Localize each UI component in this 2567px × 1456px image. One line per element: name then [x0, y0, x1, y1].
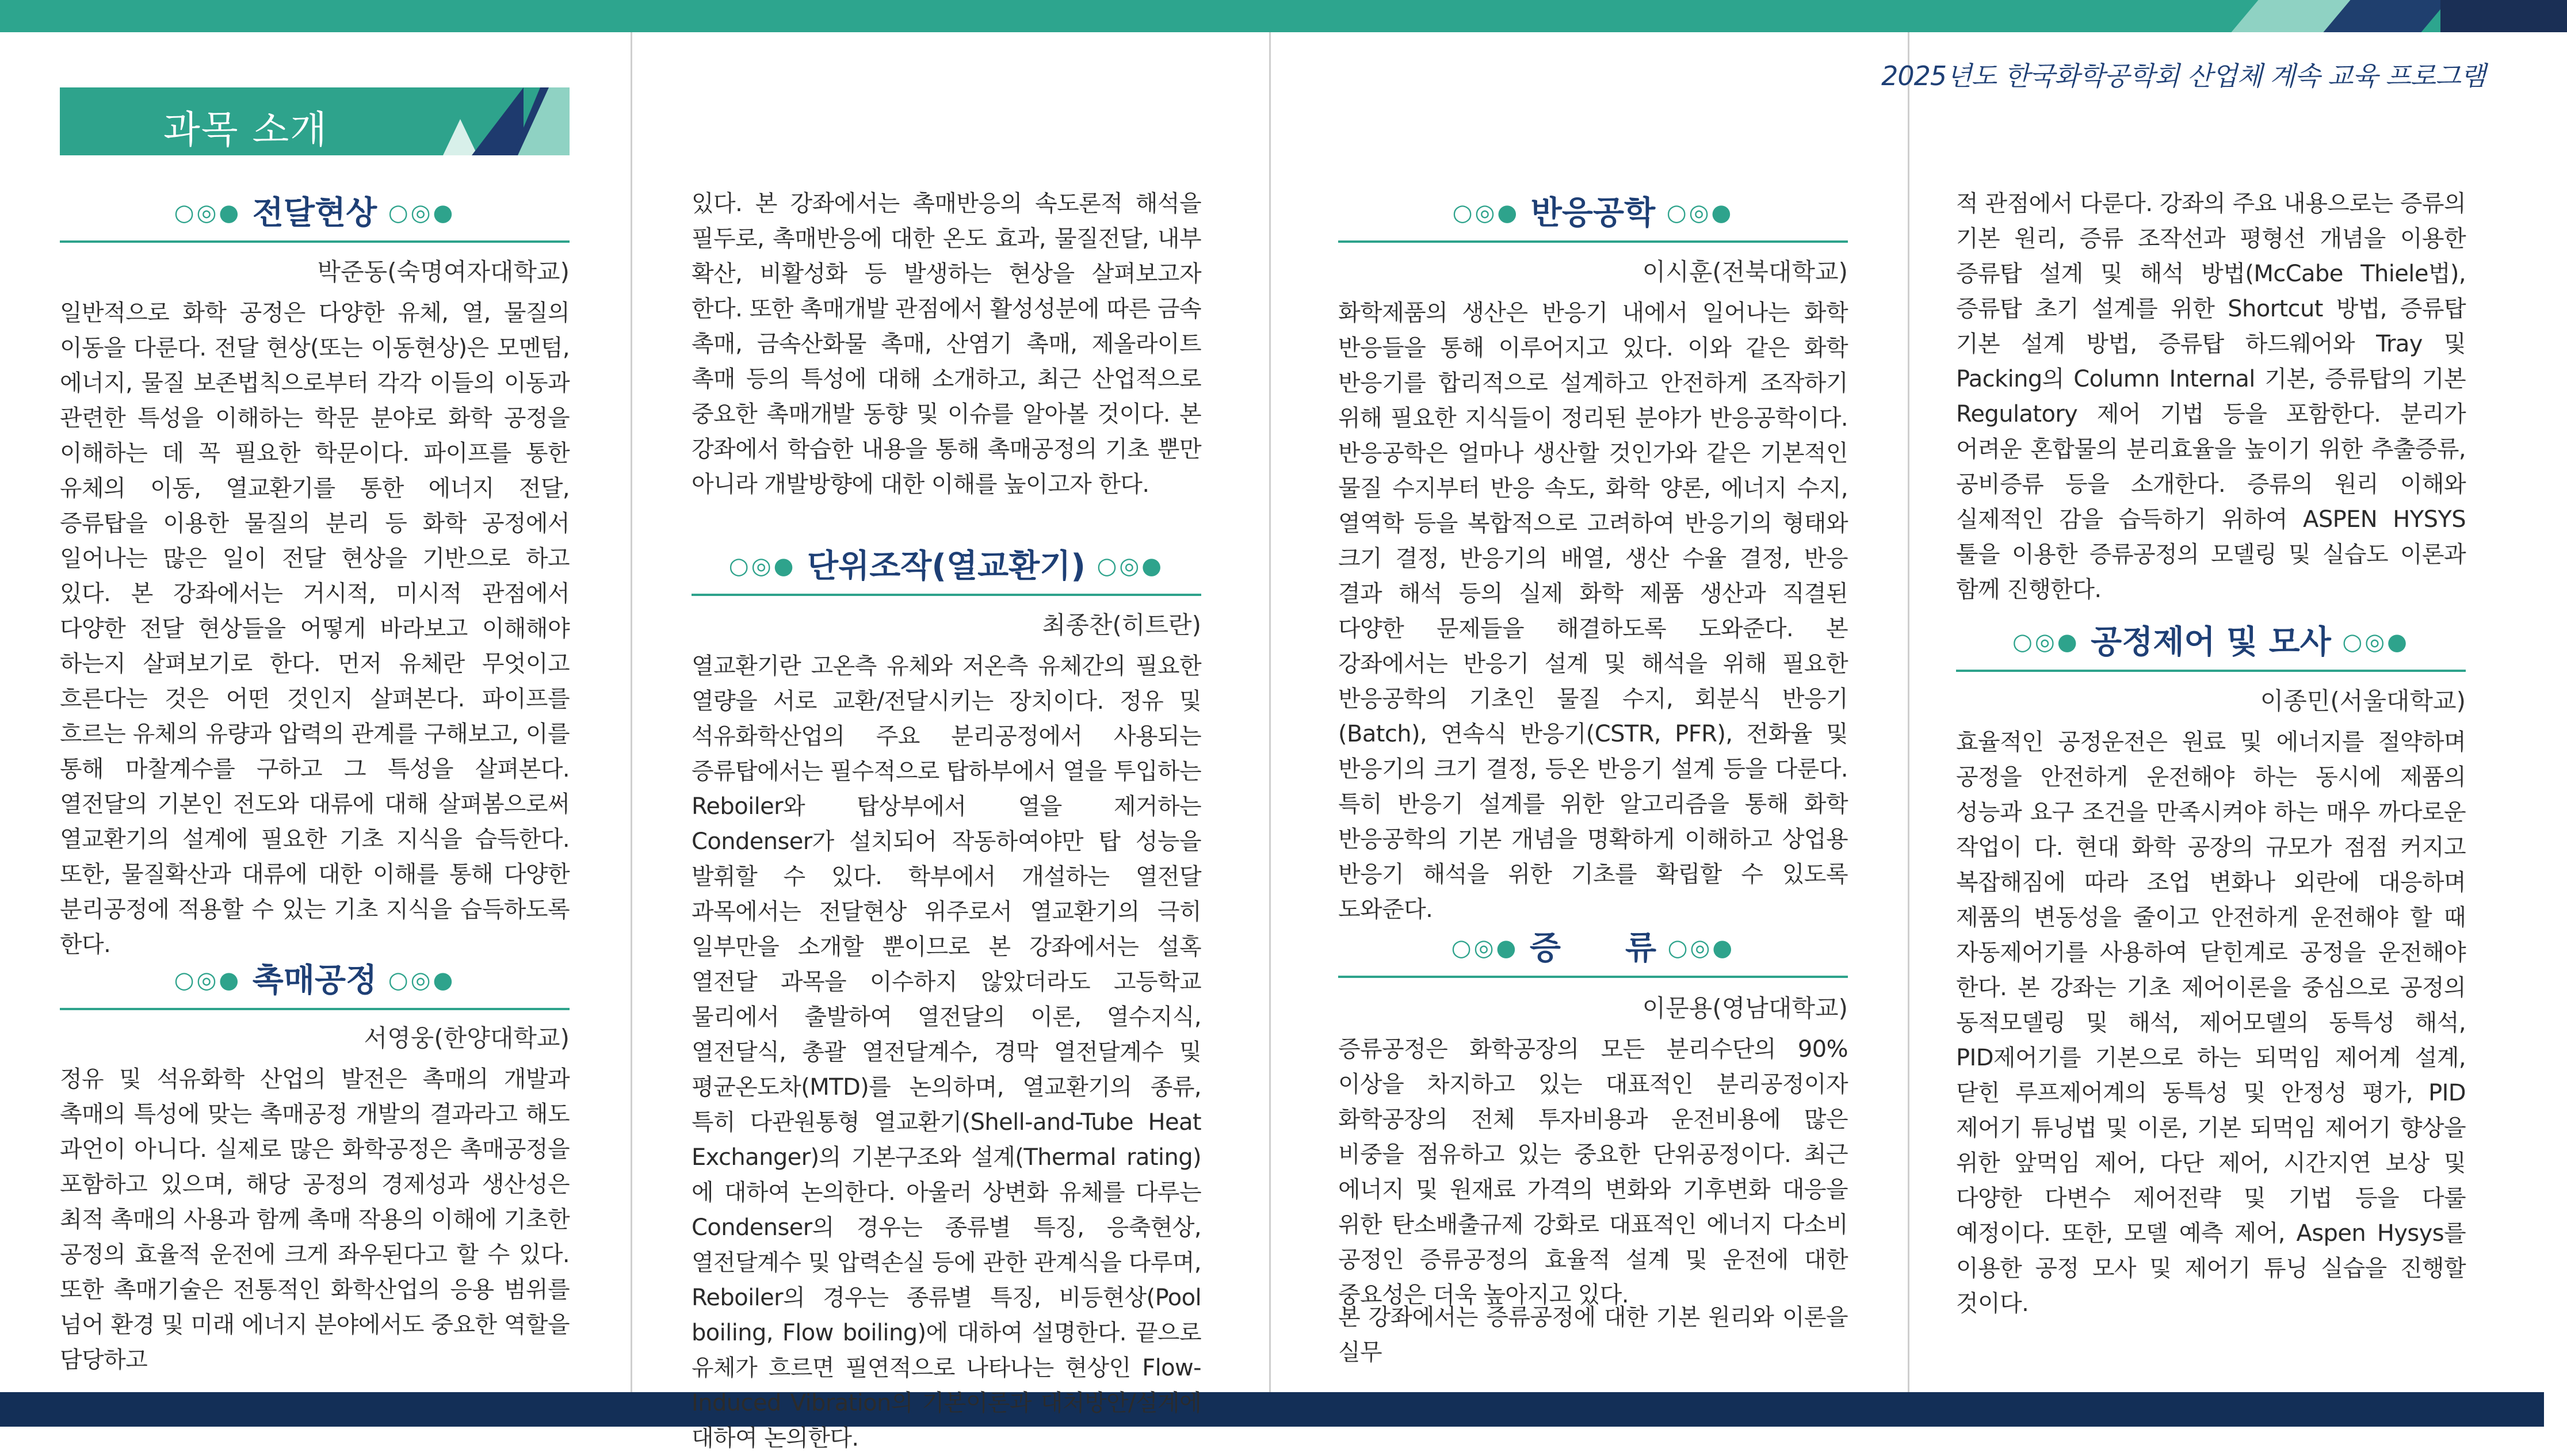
section-body: 증류공정은 화학공장의 모든 분리수단의 90% 이상을 차지하고 있는 대표적인 분리공정이자 화학공장의 전체 투자비용과 운전비용에 많은 비중을 점유하고 있는 중요한 단위공정이다. 최근 에너지 및 원재료 가격의 변화와 기후변화 대응을 위한 탄소배출규제 강화로 대표적인 에너지 다소비 공정인 증류공정의 효율적 설계 및 운전에 대한 중요성은 더욱 높아지고 있다. [1338, 1036, 1848, 1308]
section-rule [60, 1008, 570, 1010]
section-heading: 촉매공정 [252, 962, 377, 999]
section-title-transport [60, 190, 570, 247]
section-body: 본 강좌에서는 증류공정에 대한 기본 원리와 이론을 실무 [1338, 1304, 1848, 1366]
section-heading: 증 류 [1529, 930, 1657, 967]
circle-decoration: ○◎● [388, 967, 456, 993]
section-rule [1338, 240, 1848, 243]
section-rule [692, 594, 1201, 596]
section-title-control [1956, 619, 2466, 677]
program-title: 2025년도 한국화학공학회 산업체 계속 교육 프로그램 [1881, 60, 2485, 91]
banner-decoration [472, 87, 524, 155]
section-title-heat-exchanger [692, 543, 1201, 601]
section-title-reaction [1338, 190, 1848, 247]
circle-decoration: ○◎● [388, 200, 456, 226]
circle-decoration: ○◎● [2342, 629, 2410, 655]
section-title-catalysis [60, 957, 570, 1015]
circle-decoration: ○◎● [2012, 629, 2080, 655]
author-name: 박준동(숙명여자대학교) [317, 258, 570, 286]
bottom-color-bar [0, 1392, 2544, 1427]
top-corner-decoration [2222, 0, 2544, 32]
section-heading: 단위조작(열교환기) [807, 548, 1086, 585]
section-body-continued: 있다. 본 강좌에서는 촉매반응의 속도론적 해석을 필두로, 촉매반응에 대한 온도 효과, 물질전달, 내부 확산, 비활성화 등 발생하는 현상을 살펴보고자 한다. 또한 촉매개발 관점에서 활성성분에 따른 금속 촉매, 금속산화물 촉매, 산염기 촉매, 제올라이트 촉매 등의 특성에 대해 소개하고, 최근 산업적으로 중요한 촉매개발 동향 및 이슈를 알아볼 것이다. 본 강좌에서 학습한 내용을 통해 촉매공정의 기초 뿐만 아니라 개발방향에 대한 이해를 높이고자 한다. [692, 190, 1201, 498]
author-name: 이문용(영남대학교) [1642, 994, 1848, 1022]
top-color-bar [0, 0, 2544, 32]
circle-decoration: ○◎● [174, 200, 242, 226]
section-body-continued: 적 관점에서 다룬다. 강좌의 주요 내용으로는 증류의 기본 원리, 증류 조작선과 평형선 개념을 이용한 증류탑 설계 및 해석 방법(McCabe Thiele법), 증류탑 초기 설계를 위한 Shortcut 방법, 증류탑 기본 설계 방법, 증류탑 하드웨어와 Tray 및 Packing의 Column Internal 기본, 증류탑의 기본 Regulatory 제어 기법 등을 포함한다. 분리가 어려운 혼합물의 분리효율을 높이기 위한 추출증류, 공비증류 등을 소개한다. 증류의 원리 이해와 실제적인 감을 습득하기 위하여 ASPEN HYSYS 툴을 이용한 증류공정의 모델링 및 실습도 이론과 함께 진행한다. [1956, 190, 2466, 603]
section-body: 열교환기란 고온측 유체와 저온측 유체간의 필요한 열량을 서로 교환/전달시키는 장치이다. 정유 및 석유화학산업의 주요 분리공정에서 사용되는 증류탑에서는 필수적으로 탑하부에서 열을 투입하는 Reboiler와 탑상부에서 열을 제거하는 Condenser가 설치되어 작동하여야만 탑 성능을 발휘할 수 있다. 학부에서 개설하는 열전달 과목에서는 전달현상 위주로서 열교환기의 극히 일부만을 소개할 뿐이므로 본 강좌에서는 설혹 열전달 과목을 이수하지 않았더라도 고등학교 물리에서 출발하여 열전달의 이론, 열수지식, 열전달식, 총괄 열전달계수, 경막 열전달계수 및 평균온도차(MTD)를 논의하며, 열교환기의 종류, 특히 다관원통형 열교환기(Shell-and-Tube Heat Exchanger)의 기본구조와 설계(Thermal rating)에 대하여 논의한다. 아울러 상변화 유체를 다루는 Condenser의 경우는 종류별 특징, 응축현상, 열전달계수 및 압력손실 등에 관한 관계식을 다루며, Reboiler의 경우는 종류별 특징, 비등현상(Pool boiling, Flow boiling)에 대하여 설명한다. 끝으로 유체가 흐르면 필연적으로 나타나는 현상인 Flow-Induced Vibration의 기본이론과 대처방안/설계에 대하여 논의한다. [692, 653, 1201, 1451]
circle-decoration: ○◎● [1667, 935, 1735, 961]
circle-decoration: ○◎● [1097, 553, 1164, 579]
section-heading: 공정제어 및 모사 [2091, 624, 2331, 661]
circle-decoration: ○◎● [1452, 200, 1520, 226]
section-body: 효율적인 공정운전은 원료 및 에너지를 절약하며 공정을 안전하게 운전해야 하는 동시에 제품의 성능과 요구 조건을 만족시켜야 하는 매우 까다로운 작업이 다. 현대 화학 공장의 규모가 점점 커지고 복잡해짐에 따라 조업 변화나 외란에 대응하며 제품의 변동성을 줄이고 안전하게 운전해야 할 때 자동제어기를 사용하여 닫힌계로 공정을 운전해야 한다. 본 강좌는 기초 제어이론을 중심으로 공정의 동적모델링 및 해석, 제어모델의 동특성 해석, PID제어기를 기본으로 하는 되먹임 제어계 설계, 닫힌 루프제어계의 동특성 및 안정성 평가, PID 제어기 튜닝법 및 이론, 기본 되먹임 제어기 향상을 위한 앞먹임 제어, 다단 제어, 시간지연 보상 및 다양한 다변수 제어전략 및 기법 등을 다룰 예정이다. 또한, 모델 예측 제어, Aspen Hysys를 이용한 공정 모사 및 제어기 튜닝 실습을 진행할 것이다. [1956, 729, 2466, 1317]
circle-decoration: ○◎● [1451, 935, 1519, 961]
circle-decoration: ○◎● [728, 553, 796, 579]
author-name: 최종찬(히트란) [1042, 611, 1201, 639]
author-name: 이종민(서울대학교) [2260, 687, 2466, 715]
section-title-distillation [1338, 925, 1848, 983]
column-divider [1269, 32, 1271, 1392]
author-name: 서영웅(한양대학교) [364, 1024, 570, 1052]
column-divider [1908, 32, 1909, 1392]
section-heading: 반응공학 [1530, 194, 1656, 232]
intro-banner [60, 87, 570, 155]
intro-banner-label: 과목 소개 [163, 108, 328, 152]
circle-decoration: ○◎● [174, 967, 242, 993]
section-body: 일반적으로 화학 공정은 다양한 유체, 열, 물질의 이동을 다룬다. 전달 현상(또는 이동현상)은 모멘텀, 에너지, 물질 보존법칙으로부터 각각 이들의 이동과 관련한 특성을 이해하는 학문 분야로 화학 공정을 이해하는 데 꼭 필요한 학문이다. 파이프를 통한 유체의 이동, 열교환기를 통한 에너지 전달, 증류탑을 이용한 물질의 분리 등 화학 공정에서 일어나는 많은 일이 전달 현상을 기반으로 하고 있다. 본 강좌에서는 거시적, 미시적 관점에서 다양한 전달 현상들을 어떻게 바라보고 이해해야 하는지 살펴보기로 한다. 먼저 유체란 무엇이고 흐른다는 것은 어떤 것인지 살펴본다. 파이프를 흐르는 유체의 유량과 압력의 관계를 구해보고, 이를 통해 마찰계수를 구하고 그 특성을 살펴본다. 열전달의 기본인 전도와 대류에 대해 살펴봄으로써 열교환기의 설계에 필요한 기초 지식을 습득한다. 또한, 물질확산과 대류에 대한 이해를 통해 다양한 분리공정에 적용할 수 있는 기초 지식을 습득하도록 한다. [60, 300, 570, 958]
section-body: 화학제품의 생산은 반응기 내에서 일어나는 화학 반응들을 통해 이루어지고 있다. 이와 같은 화학 반응기를 합리적으로 설계하고 안전하게 조작하기 위해 필요한 지식들이 정리된 분야가 반응공학이다. 반응공학은 얼마나 생산할 것인가와 같은 기본적인 물질 수지부터 반응 속도, 화학 양론, 에너지 수지, 열역학 등을 복합적으로 고려하여 반응기의 형태와 크기 결정, 반응기의 배열, 생산 수율 결정, 반응 결과 해석 등의 실제 화학 제품 생산과 직결된 다양한 문제들을 해결하도록 도와준다. 본 강좌에서는 반응기 설계 및 해석을 위해 필요한 반응공학의 기초인 물질 수지, 회분식 반응기(Batch), 연속식 반응기(CSTR, PFR), 전화율 및 반응기의 크기 결정, 등온 반응기 설계 등을 다룬다. 특히 반응기 설계를 위한 알고리즘을 통해 화학 반응공학의 기본 개념을 명확하게 이해하고 상업용 반응기 해석을 위한 기초를 확립할 수 있도록 도와준다. [1338, 300, 1848, 923]
author-name: 이시훈(전북대학교) [1642, 258, 1848, 286]
section-rule [1338, 976, 1848, 978]
circle-decoration: ○◎● [1666, 200, 1734, 226]
section-rule [1956, 670, 2466, 672]
section-body: 정유 및 석유화학 산업의 발전은 촉매의 개발과 촉매의 특성에 맞는 촉매공정 개발의 결과라고 해도 과언이 아니다. 실제로 많은 화학공정은 촉매공정을 포함하고 있으며, 해당 공정의 경제성과 생산성은 최적 촉매의 사용과 함께 촉매 작용의 이해에 기초한 공정의 효율적 운전에 크게 좌우된다고 할 수 있다. 또한 촉매기술은 전통적인 화학산업의 응용 범위를 넘어 환경 및 미래 에너지 분야에서도 중요한 역할을 담당하고 [60, 1066, 570, 1373]
column-divider [631, 32, 632, 1392]
section-rule [60, 240, 570, 243]
section-heading: 전달현상 [252, 194, 377, 232]
